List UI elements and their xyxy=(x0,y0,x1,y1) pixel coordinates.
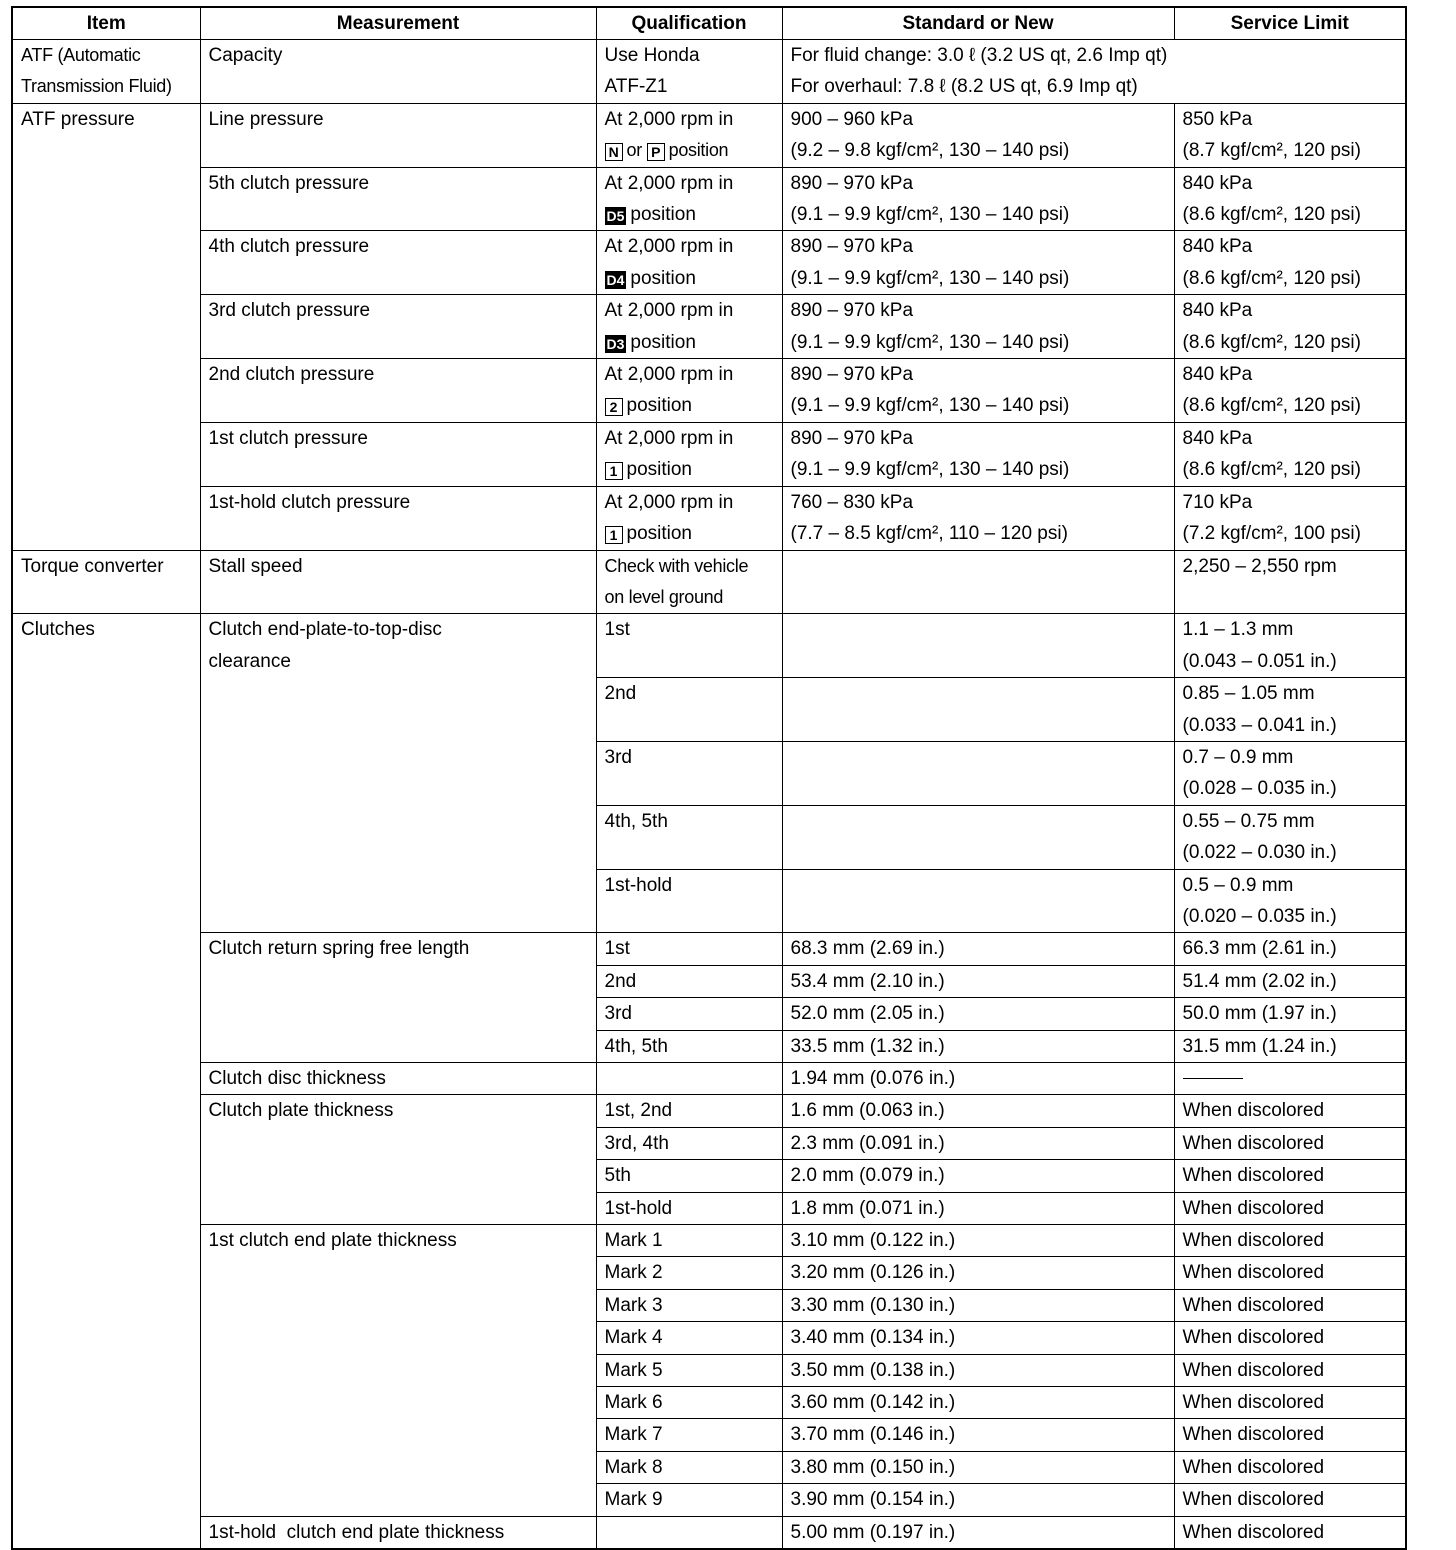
header-row xyxy=(12,7,1406,40)
limit-cell: When discolored xyxy=(1174,1257,1406,1289)
standard-cell: 2.3 mm (0.091 in.) xyxy=(782,1127,1174,1159)
qualification-cell: 1st xyxy=(596,614,782,678)
limit-line: (0.020 – 0.035 in.) xyxy=(1182,905,1337,927)
table-row xyxy=(12,1225,1406,1257)
standard-cell: 53.4 mm (2.10 in.) xyxy=(782,965,1174,997)
qualification-cell: 2nd xyxy=(596,678,782,742)
limit-cell: When discolored xyxy=(1174,1095,1406,1127)
standard-cell xyxy=(782,486,1174,550)
qualification-cell: 3rd xyxy=(596,998,782,1030)
limit-line: (8.6 kgf/cm², 120 psi) xyxy=(1182,267,1361,289)
standard-cell xyxy=(782,40,1406,104)
shift-position-icon: N xyxy=(605,143,623,161)
limit-cell xyxy=(1174,1063,1406,1095)
standard-line: 890 – 970 kPa xyxy=(790,172,914,194)
qualification-cell: Mark 8 xyxy=(596,1451,782,1483)
item-line: Transmission Fluid) xyxy=(21,76,172,97)
qualification-cell: Mark 4 xyxy=(596,1322,782,1354)
qualification-cell: 1st, 2nd xyxy=(596,1095,782,1127)
table-row xyxy=(12,486,1406,550)
table-row xyxy=(12,231,1406,295)
standard-line: For overhaul: 7.8 ℓ (8.2 US qt, 6.9 Imp qt) xyxy=(790,76,1138,98)
standard-cell: 5.00 mm (0.197 in.) xyxy=(782,1516,1174,1549)
measurement-cell: 3rd clutch pressure xyxy=(200,295,596,359)
measurement-line: Clutch end-plate-to-top-disc xyxy=(208,619,442,641)
limit-line: 840 kPa xyxy=(1182,300,1253,322)
table-row xyxy=(12,167,1406,231)
limit-line: (0.043 – 0.051 in.) xyxy=(1182,650,1337,672)
qualification-cell: 2nd xyxy=(596,965,782,997)
measurement-cell: Clutch return spring free length xyxy=(200,933,596,1063)
limit-cell: When discolored xyxy=(1174,1322,1406,1354)
qualification-cell: Mark 9 xyxy=(596,1484,782,1516)
shift-position-icon: D5 xyxy=(606,208,625,225)
shift-position-icon: 2 xyxy=(605,398,623,416)
measurement-cell: Clutch disc thickness xyxy=(200,1063,596,1095)
qualification-cell: Mark 3 xyxy=(596,1289,782,1321)
standard-cell: 3.70 mm (0.146 in.) xyxy=(782,1419,1174,1451)
qualification-line xyxy=(605,263,774,294)
limit-line: 840 kPa xyxy=(1182,427,1253,449)
position-text: position xyxy=(668,140,729,161)
limit-cell: 50.0 mm (1.97 in.) xyxy=(1174,998,1406,1030)
header-standard: Standard or New xyxy=(782,7,1174,40)
limit-line: (8.6 kgf/cm², 120 psi) xyxy=(1182,204,1361,226)
qualification-cell: 4th, 5th xyxy=(596,1030,782,1062)
qualification-line: At 2,000 rpm in xyxy=(604,236,734,258)
limit-cell: When discolored xyxy=(1174,1289,1406,1321)
standard-cell xyxy=(782,103,1174,167)
position-text: position xyxy=(630,204,696,226)
standard-cell: 3.40 mm (0.134 in.) xyxy=(782,1322,1174,1354)
table-row xyxy=(12,40,1406,104)
limit-cell: When discolored xyxy=(1174,1225,1406,1257)
measurement-line: clearance xyxy=(208,650,291,672)
limit-cell xyxy=(1174,422,1406,486)
limit-line: (8.6 kgf/cm², 120 psi) xyxy=(1182,395,1361,417)
standard-line: (9.1 – 9.9 kgf/cm², 130 – 140 psi) xyxy=(790,331,1070,353)
header-qualification: Qualification xyxy=(596,7,782,40)
table-row xyxy=(12,422,1406,486)
qualification-line xyxy=(605,199,774,230)
limit-cell xyxy=(1174,805,1406,869)
standard-cell: 3.10 mm (0.122 in.) xyxy=(782,1225,1174,1257)
standard-line: 890 – 970 kPa xyxy=(790,364,914,386)
limit-cell xyxy=(1174,614,1406,678)
limit-cell xyxy=(1174,167,1406,231)
or-text: or xyxy=(626,140,642,161)
specification-table xyxy=(11,6,1407,1550)
limit-line: (0.028 – 0.035 in.) xyxy=(1182,778,1337,800)
qualification-line: At 2,000 rpm in xyxy=(604,491,734,513)
standard-line: For fluid change: 3.0 ℓ (3.2 US qt, 2.6 Imp qt) xyxy=(790,45,1168,66)
position-text: position xyxy=(626,459,692,481)
limit-line: (0.033 – 0.041 in.) xyxy=(1182,714,1337,736)
limit-cell: When discolored xyxy=(1174,1192,1406,1224)
limit-line: 0.7 – 0.9 mm xyxy=(1182,746,1294,768)
shift-position-icon: 1 xyxy=(605,462,623,480)
limit-cell xyxy=(1174,231,1406,295)
standard-cell xyxy=(782,678,1174,742)
limit-line: 840 kPa xyxy=(1182,236,1253,258)
standard-cell: 3.20 mm (0.126 in.) xyxy=(782,1257,1174,1289)
limit-line: 840 kPa xyxy=(1182,364,1253,386)
standard-line: 890 – 970 kPa xyxy=(790,300,914,322)
table-row xyxy=(12,933,1406,965)
standard-cell xyxy=(782,741,1174,805)
qualification-cell: Mark 7 xyxy=(596,1419,782,1451)
standard-line: 760 – 830 kPa xyxy=(790,491,914,513)
qualification-line xyxy=(605,518,774,549)
header-limit: Service Limit xyxy=(1174,7,1406,40)
shift-position-icon: D3 xyxy=(606,335,625,352)
standard-line: (9.1 – 9.9 kgf/cm², 130 – 140 psi) xyxy=(790,395,1070,417)
standard-cell xyxy=(782,550,1174,614)
table-row xyxy=(12,103,1406,167)
item-cell: ATF pressure xyxy=(12,103,200,550)
no-limit-dash xyxy=(1183,1078,1243,1079)
standard-line: (7.7 – 8.5 kgf/cm², 110 – 120 psi) xyxy=(790,523,1068,545)
standard-cell: 3.50 mm (0.138 in.) xyxy=(782,1354,1174,1386)
standard-line: 890 – 970 kPa xyxy=(790,427,914,449)
standard-cell xyxy=(782,359,1174,423)
qualification-cell: 1st xyxy=(596,933,782,965)
qualification-cell xyxy=(596,422,782,486)
limit-line: 840 kPa xyxy=(1182,172,1253,194)
qualification-line: on level ground xyxy=(604,586,724,607)
limit-cell xyxy=(1174,359,1406,423)
qualification-line xyxy=(605,327,774,358)
qualification-line: At 2,000 rpm in xyxy=(604,300,734,322)
limit-line: 1.1 – 1.3 mm xyxy=(1182,619,1294,641)
measurement-cell: Line pressure xyxy=(200,103,596,167)
qualification-line: At 2,000 rpm in xyxy=(604,364,734,386)
qualification-cell: Mark 2 xyxy=(596,1257,782,1289)
qualification-cell xyxy=(596,295,782,359)
qualification-cell xyxy=(596,167,782,231)
table-row xyxy=(12,295,1406,359)
standard-cell: 1.94 mm (0.076 in.) xyxy=(782,1063,1174,1095)
standard-cell xyxy=(782,614,1174,678)
standard-cell: 52.0 mm (2.05 in.) xyxy=(782,998,1174,1030)
limit-line: 0.55 – 0.75 mm xyxy=(1182,810,1315,832)
limit-line: (8.6 kgf/cm², 120 psi) xyxy=(1182,459,1361,481)
qualification-cell xyxy=(596,1516,782,1549)
measurement-cell: Stall speed xyxy=(200,550,596,614)
qualification-cell xyxy=(596,103,782,167)
standard-line: (9.1 – 9.9 kgf/cm², 130 – 140 psi) xyxy=(790,204,1070,226)
table-row xyxy=(12,1095,1406,1127)
qualification-cell: Mark 6 xyxy=(596,1387,782,1419)
standard-cell: 3.30 mm (0.130 in.) xyxy=(782,1289,1174,1321)
position-text: position xyxy=(626,523,692,545)
standard-cell xyxy=(782,869,1174,933)
qualification-cell xyxy=(596,486,782,550)
standard-cell: 3.80 mm (0.150 in.) xyxy=(782,1451,1174,1483)
standard-cell xyxy=(782,167,1174,231)
qualification-line xyxy=(605,135,774,166)
qualification-line: ATF-Z1 xyxy=(604,76,668,98)
qualification-cell: 4th, 5th xyxy=(596,805,782,869)
standard-cell xyxy=(782,231,1174,295)
qualification-line: Use Honda xyxy=(604,45,700,66)
qualification-cell xyxy=(596,40,782,104)
qualification-line: At 2,000 rpm in xyxy=(604,172,734,194)
qualification-cell xyxy=(596,231,782,295)
measurement-cell: 1st-hold clutch pressure xyxy=(200,486,596,550)
standard-line: 890 – 970 kPa xyxy=(790,236,914,258)
position-text: position xyxy=(626,395,692,417)
standard-cell xyxy=(782,805,1174,869)
limit-cell: 2,250 – 2,550 rpm xyxy=(1174,550,1406,614)
table-row xyxy=(12,1516,1406,1549)
standard-cell: 3.90 mm (0.154 in.) xyxy=(782,1484,1174,1516)
table-row xyxy=(12,1063,1406,1095)
limit-cell xyxy=(1174,295,1406,359)
limit-cell: When discolored xyxy=(1174,1160,1406,1192)
qualification-cell xyxy=(596,550,782,614)
limit-cell: 51.4 mm (2.02 in.) xyxy=(1174,965,1406,997)
limit-line: 850 kPa xyxy=(1182,108,1253,130)
measurement-cell: 5th clutch pressure xyxy=(200,167,596,231)
standard-line: (9.1 – 9.9 kgf/cm², 130 – 140 psi) xyxy=(790,267,1070,289)
qualification-cell: 3rd, 4th xyxy=(596,1127,782,1159)
table-row xyxy=(12,550,1406,614)
measurement-cell: 1st clutch end plate thickness xyxy=(200,1225,596,1517)
qualification-cell xyxy=(596,359,782,423)
standard-cell: 68.3 mm (2.69 in.) xyxy=(782,933,1174,965)
shift-position-icon: P xyxy=(647,143,665,161)
limit-cell: When discolored xyxy=(1174,1516,1406,1549)
header-item: Item xyxy=(12,7,200,40)
qualification-line xyxy=(605,390,774,421)
standard-cell: 2.0 mm (0.079 in.) xyxy=(782,1160,1174,1192)
shift-position-icon: D4 xyxy=(606,271,625,288)
standard-line: 900 – 960 kPa xyxy=(790,108,914,130)
qualification-line: At 2,000 rpm in xyxy=(604,108,734,130)
qualification-cell: 1st-hold xyxy=(596,1192,782,1224)
measurement-cell: Capacity xyxy=(200,40,596,104)
limit-cell xyxy=(1174,486,1406,550)
limit-cell: When discolored xyxy=(1174,1387,1406,1419)
standard-line: (9.2 – 9.8 kgf/cm², 130 – 140 psi) xyxy=(790,140,1070,162)
qualification-line: Check with vehicle xyxy=(604,555,749,576)
qualification-line: At 2,000 rpm in xyxy=(604,427,734,449)
measurement-cell: 1st-hold clutch end plate thickness xyxy=(200,1516,596,1549)
measurement-cell: 4th clutch pressure xyxy=(200,231,596,295)
limit-cell: When discolored xyxy=(1174,1354,1406,1386)
measurement-cell xyxy=(200,614,596,933)
qualification-cell xyxy=(596,1063,782,1095)
standard-cell: 3.60 mm (0.142 in.) xyxy=(782,1387,1174,1419)
limit-line: 0.5 – 0.9 mm xyxy=(1182,874,1294,896)
limit-line: 0.85 – 1.05 mm xyxy=(1182,683,1315,705)
table-row xyxy=(12,359,1406,423)
limit-cell: When discolored xyxy=(1174,1127,1406,1159)
item-cell xyxy=(12,40,200,104)
limit-cell xyxy=(1174,678,1406,742)
standard-cell: 33.5 mm (1.32 in.) xyxy=(782,1030,1174,1062)
qualification-cell: Mark 1 xyxy=(596,1225,782,1257)
measurement-cell: 1st clutch pressure xyxy=(200,422,596,486)
qualification-cell: 1st-hold xyxy=(596,869,782,933)
standard-cell: 1.6 mm (0.063 in.) xyxy=(782,1095,1174,1127)
measurement-cell: Clutch plate thickness xyxy=(200,1095,596,1225)
qualification-cell: 3rd xyxy=(596,741,782,805)
qualification-line xyxy=(605,454,774,485)
limit-cell: When discolored xyxy=(1174,1484,1406,1516)
limit-line: (8.7 kgf/cm², 120 psi) xyxy=(1182,140,1361,162)
limit-line: (8.6 kgf/cm², 120 psi) xyxy=(1182,331,1361,353)
qualification-cell: 5th xyxy=(596,1160,782,1192)
qualification-cell: Mark 5 xyxy=(596,1354,782,1386)
table-row xyxy=(12,614,1406,678)
limit-line: 710 kPa xyxy=(1182,491,1253,513)
limit-cell xyxy=(1174,869,1406,933)
measurement-cell: 2nd clutch pressure xyxy=(200,359,596,423)
standard-cell xyxy=(782,295,1174,359)
item-cell: Torque converter xyxy=(12,550,200,614)
standard-cell: 1.8 mm (0.071 in.) xyxy=(782,1192,1174,1224)
limit-cell: 31.5 mm (1.24 in.) xyxy=(1174,1030,1406,1062)
standard-line: (9.1 – 9.9 kgf/cm², 130 – 140 psi) xyxy=(790,459,1070,481)
header-measurement: Measurement xyxy=(200,7,596,40)
limit-cell: When discolored xyxy=(1174,1451,1406,1483)
limit-line: (0.022 – 0.030 in.) xyxy=(1182,842,1337,864)
limit-line: (7.2 kgf/cm², 100 psi) xyxy=(1182,523,1361,545)
position-text: position xyxy=(630,267,696,289)
position-text: position xyxy=(630,331,696,353)
limit-cell: 66.3 mm (2.61 in.) xyxy=(1174,933,1406,965)
shift-position-icon: 1 xyxy=(605,526,623,544)
limit-cell xyxy=(1174,103,1406,167)
limit-cell: When discolored xyxy=(1174,1419,1406,1451)
standard-cell xyxy=(782,422,1174,486)
limit-cell xyxy=(1174,741,1406,805)
item-line: ATF (Automatic xyxy=(21,45,141,65)
item-cell: Clutches xyxy=(12,614,200,1549)
